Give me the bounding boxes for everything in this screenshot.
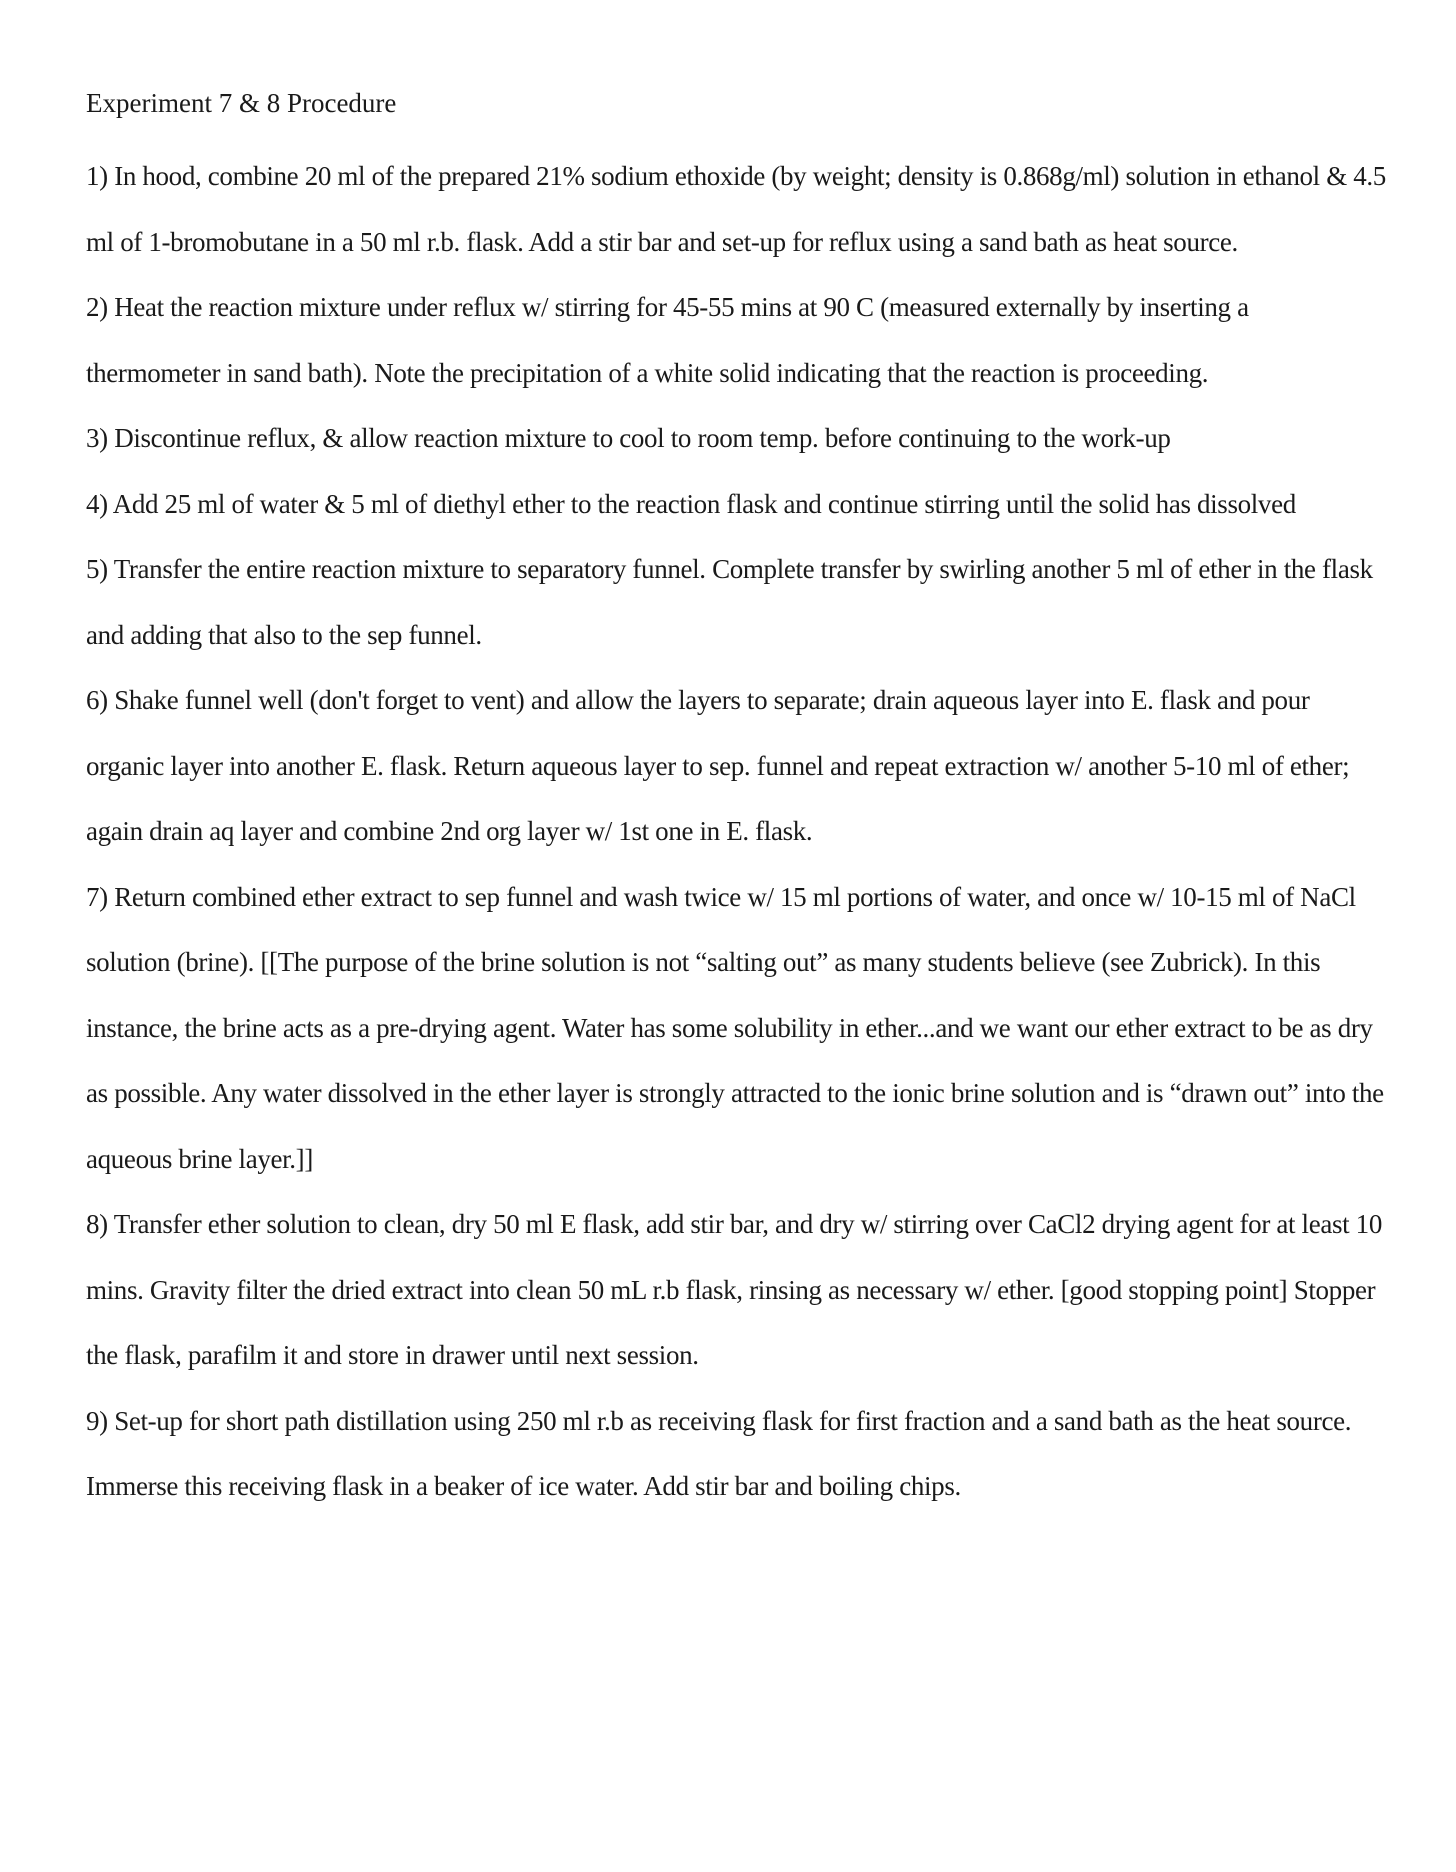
procedure-step-5: 5) Transfer the entire reaction mixture to separatory funnel. Complete transfer by swirling another 5 ml of ether in the flask and adding that also to the sep funnel.: [86, 554, 1373, 650]
procedure-step-4: 4) Add 25 ml of water & 5 ml of diethyl ether to the reaction flask and continue stirring until the solid has dissolved: [86, 488, 1296, 519]
procedure-step-1: 1) In hood, combine 20 ml of the prepared 21% sodium ethoxide (by weight; density is 0.868g/ml) solution in ethanol & 4.5 ml of 1-bromobutane in a 50 ml r.b. flask. Add a stir bar and set-up for reflux using a sand bath as heat source.: [86, 161, 1386, 257]
procedure-step-6: 6) Shake funnel well (don't forget to vent) and allow the layers to separate; drain aqueous layer into E. flask and pour organic layer into another E. flask. Return aqueous layer to sep. funnel and repeat extraction w/ another 5-10 ml of ether; again drain aq layer and combine 2nd org layer w/ 1st one in E. flask.: [86, 685, 1350, 846]
procedure-step-7: 7) Return combined ether extract to sep funnel and wash twice w/ 15 ml portions of water, and once w/ 10-15 ml of NaCl solution (brine). [[The purpose of the brine solution is not “salting out” as many students believe (see Zubrick). In this instance, the brine acts as a pre-drying agent. Water has some solubility in ether...and we want our ether extract to be as dry as possible. Any water dissolved in the ether layer is strongly attracted to the ionic brine solution and is “drawn out” into the aqueous brine layer.]]: [86, 881, 1384, 1174]
document-page: [86, 78, 1386, 1520]
procedure-step-9: 9) Set-up for short path distillation using 250 ml r.b as receiving flask for first fraction and a sand bath as the heat source. Immerse this receiving flask in a beaker of ice water. Add stir bar and boiling chips.: [86, 1405, 1352, 1501]
procedure-step-8: 8) Transfer ether solution to clean, dry 50 ml E flask, add stir bar, and dry w/ stirring over CaCl2 drying agent for at least 10 mins. Gravity filter the dried extract into clean 50 mL r.b flask, rinsing as necessary w/ ether. [good stopping point] Stopper the flask, parafilm it and store in drawer until next session.: [86, 1209, 1382, 1370]
document-title: Experiment 7 & 8 Procedure: [86, 88, 397, 118]
procedure-step-2: 2) Heat the reaction mixture under reflux w/ stirring for 45-55 mins at 90 C (measured externally by inserting a thermometer in sand bath). Note the precipitation of a white solid indicating that the reaction is proceeding.: [86, 292, 1249, 388]
procedure-step-3: 3) Discontinue reflux, & allow reaction mixture to cool to room temp. before continuing to the work-up: [86, 423, 1171, 453]
